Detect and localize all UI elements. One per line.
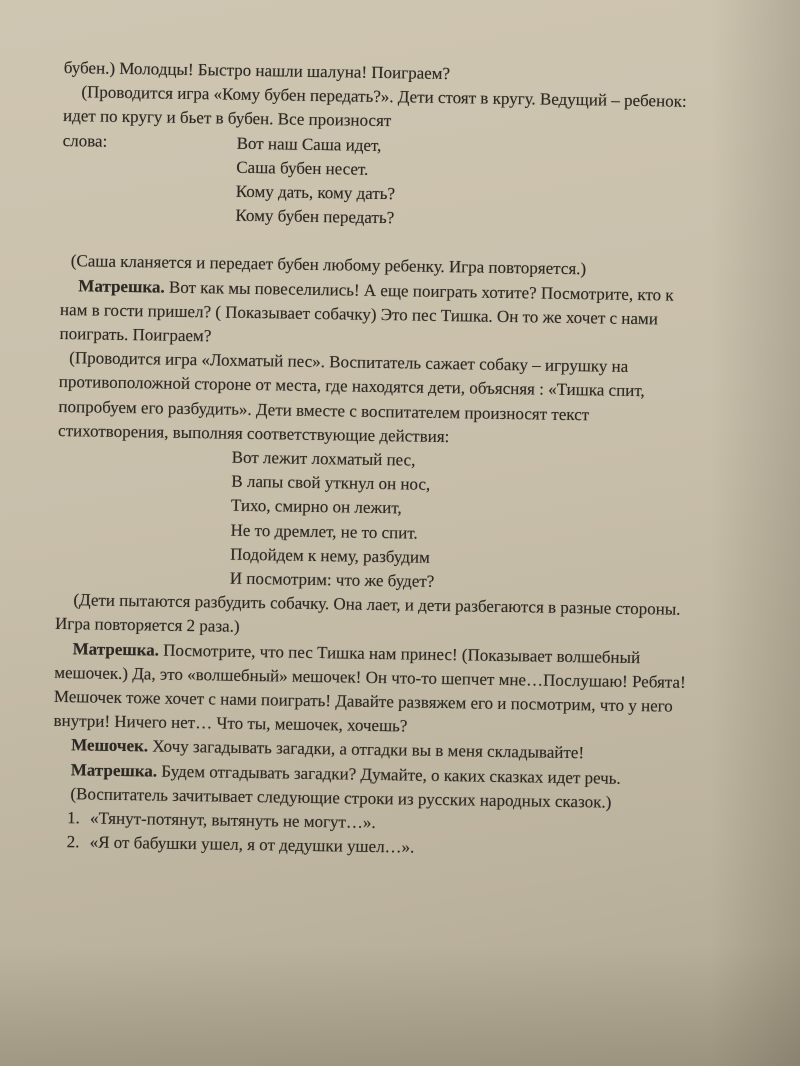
riddle-list [51, 806, 692, 864]
verse-1-line-1: Вот наш Саша идет, [236, 133, 382, 155]
verse-1-line-2: Саша бубен несет. [236, 157, 369, 179]
paragraph-4-text: Вот как мы повеселились! А еще поиграть хотите? Посмотрите, кто к нам в гости пришел? ( Показывает собачку) Это пес Тишка. Он то же хочет с нами поиграть. Поиграем? [59, 277, 674, 346]
paragraph-7-text: Посмотрите, что пес Тишка нам принес! (Показывает волшебный мешочек.) Да, это «волшебный» мешочек! Он что-то шепчет мне…Послушаю! Ребята! Мешочек тоже хочет с нами поиграть! Давайте развяжем его и посмотрим, что у него внутри! Ничего нет… Что ты, мешочек, хочешь? [53, 640, 686, 736]
verse-1-intro: слова: [62, 130, 108, 151]
paragraph-5: (Проводится игра «Лохматый пес». Воспитатель сажает собаку – игрушку на противоположной стороне от места, где находятся дети, объясняя : «Тишка спит, попробуем его разбудить». Дети вместе с воспитателем произносят текст стихотворения, выполняя соответствующие действия: [57, 348, 645, 446]
paragraph-8-text: Хочу загадывать загадки, а отгадки вы в меня складывайте! [152, 736, 585, 763]
list-item: 1. «Тянут-потянут, вытянуть не могут…». [84, 807, 692, 841]
verse-2-line-3: Тихо, смирно он лежит, [230, 496, 402, 518]
paragraph-7 [53, 637, 694, 744]
paragraph-10: (Воспитатель зачитывает следующие строки из русских народных сказок.) [70, 784, 612, 812]
paragraph-2: (Проводится игра «Кому бубен передать?». Дети стоят в кругу. Ведущий – ребенок: идет по кругу и бьет в бубен. Все произносят [62, 82, 687, 131]
speaker-matryoshka: Матрешка. [72, 638, 160, 660]
paragraph-9-text: Будем отгадывать загадки? Думайте, о каких сказках идет речь. [161, 761, 621, 788]
paragraph-6: (Дети пытаются разбудить собачку. Она лает, и дети разбегаются в разные стороны. Игра повторяется 2 раза.) [54, 590, 681, 637]
verse-2-line-2: В лапы свой уткнул он нос, [231, 471, 431, 495]
paragraph-4 [59, 274, 700, 357]
document-page [51, 56, 703, 864]
speaker-matryoshka: Матрешка. [70, 759, 158, 781]
verse-2-line-5: Подойдем к нему, разбудим [230, 544, 430, 567]
verse-1-line-3: Кому дать, кому дать? [235, 181, 396, 204]
paragraph-3: (Саша кланяется и передает бубен любому ребенку. Игра повторяется.) [70, 251, 587, 279]
shadow-overlay-bottom [0, 946, 800, 1066]
verse-2-line-4: Не то дремлет, не то спит. [230, 520, 418, 543]
speaker-meshochek: Мешочек. [71, 735, 149, 756]
paragraph-1: бубен.) Молодцы! Быстро нашли шалуна! Поиграем? [63, 57, 451, 84]
verse-1-line-4: Кому бубен передать? [235, 205, 395, 228]
list-item: 2. «Я от бабушки ушел, я от дедушки ушел…». [83, 831, 691, 865]
verse-2-line-1: Вот лежит лохматый пес, [231, 447, 416, 470]
speaker-matryoshka: Матрешка. [78, 275, 165, 297]
shadow-overlay-right [710, 0, 800, 1066]
verse-2-line-6: И посмотрим: что же будет? [229, 568, 435, 591]
